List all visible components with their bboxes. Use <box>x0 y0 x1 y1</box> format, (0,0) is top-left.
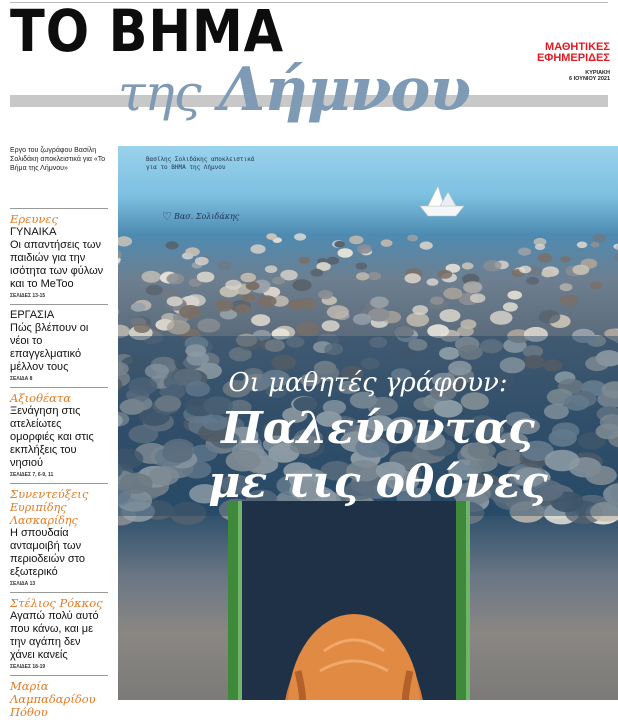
pebble <box>142 271 161 283</box>
pebble <box>463 281 482 293</box>
section-headline: Ξενάγηση στις ατελείωτες ομορφιές και στις εκπλήξεις του νησιού <box>10 405 94 469</box>
pebble <box>241 293 255 302</box>
masthead-title: ΤΟ ΒΗΜΑ <box>10 0 285 65</box>
section-pages: ΣΕΛΙΔΑ 13 <box>10 581 36 587</box>
pebble <box>318 290 333 299</box>
pebble <box>294 233 306 240</box>
pebble <box>250 244 265 253</box>
pebble <box>272 277 285 285</box>
pebble <box>235 304 251 314</box>
pebble <box>519 266 531 274</box>
pebble <box>118 325 130 338</box>
pebble <box>483 260 501 271</box>
section-subhead: ΕΡΓΑΣΙΑ <box>10 309 55 321</box>
badge-line-1: ΜΑΘΗΤΙΚΕΣ <box>545 41 610 53</box>
student-newspapers-badge <box>537 42 610 64</box>
pebble <box>257 295 277 307</box>
contents-section <box>10 483 108 588</box>
issue-date <box>569 70 610 82</box>
pebble <box>370 297 389 309</box>
pebble <box>167 320 190 334</box>
window-and-girl-illustration <box>228 501 488 700</box>
section-pages: ΣΕΛΙΔΑ 8 <box>10 376 33 382</box>
painting-inscription: Βασίλης Σολιδάκης αποκλειστικά για το ΒΗΜΑ της Λήμνου <box>146 156 255 171</box>
pebble <box>427 278 439 285</box>
pebble <box>470 293 485 303</box>
pebble <box>437 270 452 279</box>
section-subhead: ΓΥΝΑΙΚΑ <box>10 226 57 238</box>
pebble <box>541 270 553 278</box>
heart-icon: ♡ <box>162 211 172 223</box>
pebble <box>251 314 270 326</box>
section-headline: Οι απαντήσεις των παιδιών για την ισότητα των φύλων και το MeToo <box>10 239 104 290</box>
section-headline: Αγαπώ πολύ αυτό που κάνω, και με την αγάπη δεν χάνει κανείς <box>10 610 99 661</box>
subtitle-prefix: της <box>118 64 201 122</box>
pebble <box>539 310 561 323</box>
section-label: Ερευνες <box>10 212 58 226</box>
badge-line-2: ΕΦΗΜΕΡΙΔΕΣ <box>536 52 610 64</box>
cover-art-caption: Εργο του ζωγράφου Βασίλη Σολιδάκη αποκλειστικά για «Το Βήμα της Λήμνου» <box>10 147 106 172</box>
pebble <box>310 269 323 277</box>
pebble <box>381 239 393 246</box>
section-label: Στέλιος Ρόκκος <box>10 596 103 610</box>
contents-section <box>10 387 108 479</box>
pebble <box>265 265 277 273</box>
contents-section <box>10 592 108 671</box>
section-label: Αξιοθέατα <box>10 391 72 405</box>
pebble <box>197 318 220 332</box>
cover-headline <box>118 402 618 510</box>
pebble <box>338 248 353 258</box>
pebble <box>462 262 474 269</box>
pebble <box>573 265 590 275</box>
pebble <box>131 303 146 312</box>
pebble <box>535 244 545 250</box>
pebble <box>197 272 215 283</box>
section-subhead: Ευριπίδης Λασκαρίδης <box>10 501 78 527</box>
section-headline: Πώς βλέπουν οι νέοι το επαγγελματικό μέλλον τους <box>10 322 89 373</box>
pebble <box>420 242 433 250</box>
pebble <box>614 253 618 262</box>
pebble <box>215 300 234 312</box>
pebble <box>507 291 522 300</box>
pebble <box>292 279 311 291</box>
pebble <box>443 288 462 300</box>
pebble <box>334 241 345 248</box>
section-pages: ΣΕΛΙΔΕΣ 18-19 <box>10 664 46 670</box>
pebble <box>353 314 371 325</box>
section-label: Μαρία Λαμπαδαρίδου Πόθου <box>10 679 96 719</box>
pebble <box>296 322 319 337</box>
pebble <box>430 296 444 304</box>
pebble <box>246 282 260 291</box>
pebble <box>490 311 513 325</box>
pebble <box>167 273 185 284</box>
pebble <box>577 242 588 249</box>
pebble <box>195 257 209 266</box>
pebble <box>240 273 256 283</box>
section-headline: Η σπουδαία ανταμοιβή των περιοδειών στο εξωτερικό <box>10 527 86 578</box>
cover-kicker: Οι μαθητές γράφουν: <box>228 368 508 398</box>
pebble <box>166 241 179 249</box>
section-pages: ΣΕΛΙΔΕΣ 7, 6-9, 11 <box>10 472 54 478</box>
pebble <box>356 272 369 280</box>
pebble <box>412 305 428 315</box>
subtitle-name: Λήμνου <box>218 55 471 125</box>
pebble <box>356 263 368 270</box>
pebble <box>439 309 460 322</box>
pebble <box>118 236 132 246</box>
pebble <box>217 261 231 270</box>
pebble <box>118 306 119 318</box>
pebble <box>560 295 579 306</box>
cover-painting <box>118 146 618 700</box>
pebble <box>560 283 573 291</box>
section-label: Συνεντεύξεις <box>10 487 89 501</box>
pebble <box>299 257 310 264</box>
contents-sidebar <box>10 208 108 723</box>
pebble <box>518 248 531 256</box>
pebble <box>185 247 200 256</box>
pebble <box>167 296 183 306</box>
pebble <box>225 280 241 290</box>
pebble <box>179 305 201 319</box>
pebble <box>134 323 150 333</box>
pebble <box>146 285 163 296</box>
pebble <box>327 305 349 319</box>
pebble <box>406 313 429 327</box>
pebble <box>266 233 277 240</box>
pebble <box>349 236 363 245</box>
paper-boat-icon <box>418 182 466 222</box>
pebble <box>590 281 603 289</box>
pebble <box>592 234 606 243</box>
contents-section <box>10 675 108 719</box>
pebble <box>368 272 381 280</box>
issue-full-date: 6 ΙΟΥΝΙΟΥ 2021 <box>569 76 610 82</box>
pebble <box>289 299 306 310</box>
pebble <box>591 242 600 248</box>
pebble <box>357 244 372 253</box>
cover-headline-line-1: Παλεύοντας <box>221 403 535 454</box>
pebble <box>405 273 421 283</box>
pebble <box>560 256 570 262</box>
cover-headline-line-2: με τις οθόνες <box>208 457 548 508</box>
issue-day: ΚΥΡΙΑΚΗ <box>585 70 610 76</box>
pebble <box>538 253 553 262</box>
contents-section <box>10 304 108 383</box>
pebble <box>407 235 418 242</box>
pebble <box>327 257 340 265</box>
masthead-subtitle <box>118 55 471 125</box>
section-pages: ΣΕΛΙΔΕΣ 13-15 <box>10 293 46 299</box>
pebble <box>427 324 449 338</box>
pebble <box>322 320 340 331</box>
painter-signature: Βασ. Σολιδάκης <box>174 212 240 221</box>
pebble <box>503 302 518 311</box>
pebble <box>526 277 539 285</box>
pebble <box>460 319 476 329</box>
contents-section <box>10 208 108 300</box>
